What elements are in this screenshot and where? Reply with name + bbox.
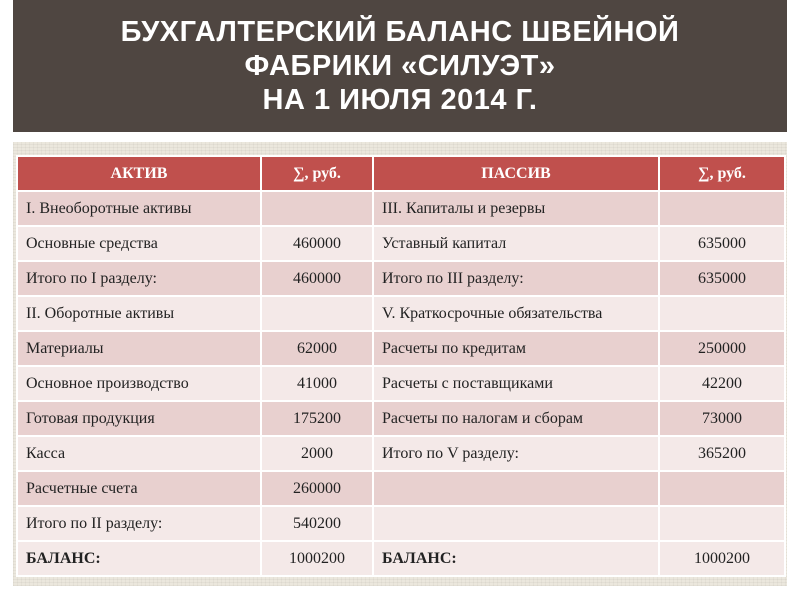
asset-label: Основное производство bbox=[17, 366, 261, 401]
balance-total-row bbox=[17, 541, 785, 576]
asset-value bbox=[261, 191, 373, 226]
title-line-1: БУХГАЛТЕРСКИЙ БАЛАНС ШВЕЙНОЙ bbox=[120, 16, 680, 48]
asset-value bbox=[261, 296, 373, 331]
asset-balance-value: 1000200 bbox=[261, 541, 373, 576]
asset-label: Расчетные счета bbox=[17, 471, 261, 506]
asset-label: Материалы bbox=[17, 331, 261, 366]
asset-value: 175200 bbox=[261, 401, 373, 436]
liability-balance-value: 1000200 bbox=[659, 541, 785, 576]
liability-value: 635000 bbox=[659, 226, 785, 261]
liability-value bbox=[659, 296, 785, 331]
liability-label: V. Краткосрочные обязательства bbox=[373, 296, 659, 331]
asset-value: 460000 bbox=[261, 226, 373, 261]
header-liabilities: ПАССИВ bbox=[373, 156, 659, 191]
table-row bbox=[17, 296, 785, 331]
asset-balance-label: БАЛАНС: bbox=[17, 541, 261, 576]
liability-label: Итого по III разделу: bbox=[373, 261, 659, 296]
asset-value: 460000 bbox=[261, 261, 373, 296]
table-row bbox=[17, 506, 785, 541]
liability-value bbox=[659, 471, 785, 506]
asset-label: II. Оборотные активы bbox=[17, 296, 261, 331]
table-row bbox=[17, 331, 785, 366]
liability-label: Уставный капитал bbox=[373, 226, 659, 261]
title-line-2: ФАБРИКИ «СИЛУЭТ» bbox=[244, 50, 556, 82]
liability-label bbox=[373, 506, 659, 541]
liability-label: Итого по V разделу: bbox=[373, 436, 659, 471]
asset-value: 62000 bbox=[261, 331, 373, 366]
table-row bbox=[17, 261, 785, 296]
liability-value: 73000 bbox=[659, 401, 785, 436]
asset-label: Готовая продукция bbox=[17, 401, 261, 436]
asset-label: Итого по I разделу: bbox=[17, 261, 261, 296]
liability-label: Расчеты по кредитам bbox=[373, 331, 659, 366]
table-header-row bbox=[17, 156, 785, 191]
liability-value: 365200 bbox=[659, 436, 785, 471]
asset-value: 41000 bbox=[261, 366, 373, 401]
header-liabilities-sum: ∑, руб. bbox=[659, 156, 785, 191]
header-assets: АКТИВ bbox=[17, 156, 261, 191]
liability-label bbox=[373, 471, 659, 506]
asset-label: Основные средства bbox=[17, 226, 261, 261]
liability-label: Расчеты с поставщиками bbox=[373, 366, 659, 401]
asset-value: 540200 bbox=[261, 506, 373, 541]
liability-label: III. Капиталы и резервы bbox=[373, 191, 659, 226]
asset-value: 260000 bbox=[261, 471, 373, 506]
table-row bbox=[17, 401, 785, 436]
asset-value: 2000 bbox=[261, 436, 373, 471]
header-assets-sum: ∑, руб. bbox=[261, 156, 373, 191]
asset-label: Итого по II разделу: bbox=[17, 506, 261, 541]
liability-label: Расчеты по налогам и сборам bbox=[373, 401, 659, 436]
table-row bbox=[17, 191, 785, 226]
table-row bbox=[17, 471, 785, 506]
asset-label: Касса bbox=[17, 436, 261, 471]
asset-label: I. Внеоборотные активы bbox=[17, 191, 261, 226]
liability-value: 635000 bbox=[659, 261, 785, 296]
table-row bbox=[17, 366, 785, 401]
table-row bbox=[17, 226, 785, 261]
liability-balance-label: БАЛАНС: bbox=[373, 541, 659, 576]
title-line-3: НА 1 ИЮЛЯ 2014 Г. bbox=[262, 84, 538, 116]
liability-value: 250000 bbox=[659, 331, 785, 366]
balance-sheet-table bbox=[16, 155, 786, 577]
table-row bbox=[17, 436, 785, 471]
liability-value bbox=[659, 506, 785, 541]
liability-value: 42200 bbox=[659, 366, 785, 401]
liability-value bbox=[659, 191, 785, 226]
slide-title bbox=[13, 0, 787, 132]
